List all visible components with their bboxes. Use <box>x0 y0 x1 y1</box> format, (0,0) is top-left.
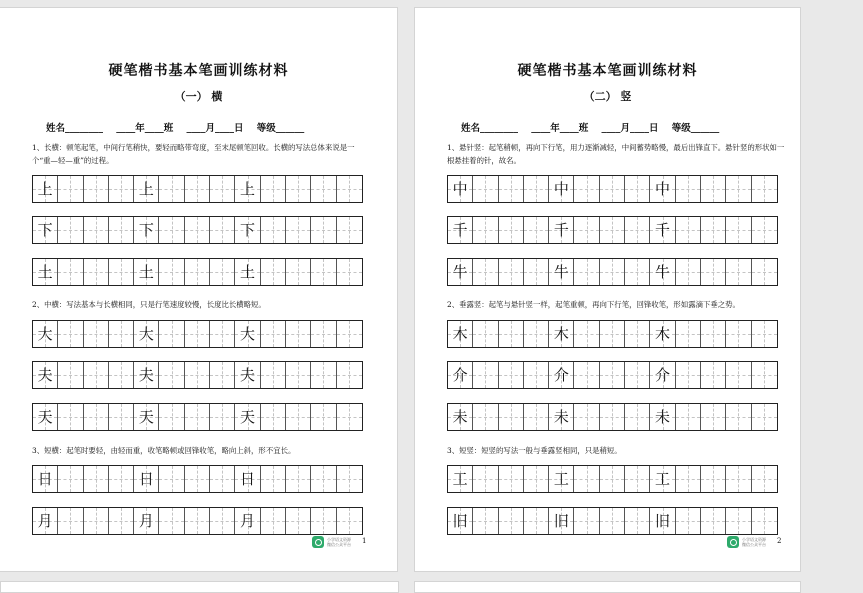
practice-character-text: 天 <box>240 408 256 426</box>
tian-grid-cell <box>524 176 549 202</box>
practice-character-text: 夫 <box>37 366 53 384</box>
tian-grid-cell <box>286 508 311 534</box>
tian-grid-cell <box>185 321 210 347</box>
tian-grid-cell <box>726 466 751 492</box>
practice-character-text: 天 <box>37 408 53 426</box>
tian-grid-cell <box>261 259 286 285</box>
practice-grid-row <box>32 175 363 203</box>
next-page-edge-left <box>0 581 399 593</box>
practice-character-text: 工 <box>655 470 671 488</box>
practice-grid-row <box>32 361 363 389</box>
practice-character <box>235 217 260 243</box>
tian-grid-cell <box>159 362 184 388</box>
practice-character <box>650 466 675 492</box>
tian-grid-cell <box>311 321 336 347</box>
practice-character-text: 未 <box>452 408 468 426</box>
practice-character-text: 中 <box>553 180 569 198</box>
tian-grid-cell <box>210 259 235 285</box>
tian-grid-cell <box>261 466 286 492</box>
tian-grid-cell <box>261 176 286 202</box>
next-page-edge-right <box>414 581 801 593</box>
tian-grid-cell <box>701 321 726 347</box>
page-number: 2 <box>777 537 782 545</box>
practice-character <box>448 362 473 388</box>
tian-grid-cell <box>600 259 625 285</box>
tian-grid-cell <box>752 508 777 534</box>
practice-character <box>549 404 574 430</box>
practice-character-text: 月 <box>37 512 53 530</box>
practice-character-text: 上 <box>240 180 256 198</box>
tian-grid-cell <box>261 508 286 534</box>
tian-grid-cell <box>625 217 650 243</box>
stroke-instruction: 1、长横：顿笔起笔，中间行笔稍快，要轻而略带弯度，至末尾顿笔回收。长横的写法总体来说是一个“重—轻—重”的过程。 <box>32 143 355 165</box>
practice-character <box>650 217 675 243</box>
tian-grid-cell <box>337 508 362 534</box>
tian-grid-cell <box>499 217 524 243</box>
practice-grid-row <box>32 216 363 244</box>
practice-character <box>33 362 58 388</box>
tian-grid-cell <box>726 508 751 534</box>
tian-grid-cell <box>524 362 549 388</box>
tian-grid-cell <box>499 176 524 202</box>
tian-grid-cell <box>210 362 235 388</box>
practice-character <box>134 176 159 202</box>
logo-icon <box>727 536 739 548</box>
tian-grid-cell <box>159 217 184 243</box>
practice-character-text: 中 <box>452 180 468 198</box>
practice-character-text: 土 <box>37 263 53 281</box>
document-subtitle: （二） 竖 <box>583 90 632 103</box>
tian-grid-cell <box>701 508 726 534</box>
practice-character-text: 月 <box>240 512 256 530</box>
practice-character <box>235 466 260 492</box>
practice-character <box>134 259 159 285</box>
student-info-line: 姓名________ ____年____班 ____月____日 等级______ <box>46 123 305 134</box>
practice-character-text: 月 <box>138 512 154 530</box>
practice-character <box>134 321 159 347</box>
practice-character <box>448 217 473 243</box>
practice-character-text: 旧 <box>553 512 569 530</box>
tian-grid-cell <box>286 321 311 347</box>
tian-grid-cell <box>185 217 210 243</box>
tian-grid-cell <box>210 321 235 347</box>
tian-grid-cell <box>473 217 498 243</box>
tian-grid-cell <box>286 362 311 388</box>
document-title: 硬笔楷书基本笔画训练材料 <box>108 63 289 79</box>
tian-grid-cell <box>600 176 625 202</box>
practice-grid-row <box>32 507 363 535</box>
practice-character-text: 介 <box>553 366 569 384</box>
tian-grid-cell <box>473 404 498 430</box>
tian-grid-cell <box>752 404 777 430</box>
practice-character <box>235 259 260 285</box>
tian-grid-cell <box>185 259 210 285</box>
tian-grid-cell <box>574 321 599 347</box>
tian-grid-cell <box>109 176 134 202</box>
tian-grid-cell <box>524 508 549 534</box>
tian-grid-cell <box>210 404 235 430</box>
practice-character <box>549 508 574 534</box>
practice-character <box>33 176 58 202</box>
tian-grid-cell <box>84 259 109 285</box>
tian-grid-cell <box>752 362 777 388</box>
tian-grid-cell <box>625 321 650 347</box>
practice-character <box>650 404 675 430</box>
tian-grid-cell <box>600 217 625 243</box>
tian-grid-cell <box>286 404 311 430</box>
tian-grid-cell <box>311 466 336 492</box>
tian-grid-cell <box>337 259 362 285</box>
practice-character <box>235 362 260 388</box>
practice-character-text: 牛 <box>655 263 671 281</box>
tian-grid-cell <box>311 362 336 388</box>
tian-grid-cell <box>625 362 650 388</box>
tian-grid-cell <box>337 321 362 347</box>
tian-grid-cell <box>752 466 777 492</box>
tian-grid-cell <box>210 217 235 243</box>
practice-character-text: 木 <box>655 325 671 343</box>
page-number: 1 <box>362 537 367 545</box>
tian-grid-cell <box>574 466 599 492</box>
practice-character-text: 旧 <box>655 512 671 530</box>
tian-grid-cell <box>701 217 726 243</box>
practice-character-text: 牛 <box>553 263 569 281</box>
practice-grid-row <box>447 507 778 535</box>
practice-character <box>33 321 58 347</box>
practice-character-text: 日 <box>37 470 53 488</box>
practice-character <box>549 217 574 243</box>
tian-grid-cell <box>625 259 650 285</box>
tian-grid-cell <box>311 176 336 202</box>
practice-character <box>549 259 574 285</box>
tian-grid-cell <box>752 321 777 347</box>
practice-character-text: 土 <box>138 263 154 281</box>
logo-icon <box>312 536 324 548</box>
practice-character-text: 下 <box>240 221 256 239</box>
tian-grid-cell <box>524 404 549 430</box>
practice-character <box>33 466 58 492</box>
practice-grid-row <box>32 320 363 348</box>
tian-grid-cell <box>574 508 599 534</box>
tian-grid-cell <box>311 259 336 285</box>
tian-grid-cell <box>210 176 235 202</box>
tian-grid-cell <box>574 259 599 285</box>
tian-grid-cell <box>84 466 109 492</box>
tian-grid-cell <box>574 362 599 388</box>
practice-character <box>33 404 58 430</box>
practice-character-text: 夫 <box>240 366 256 384</box>
tian-grid-cell <box>286 259 311 285</box>
practice-character-text: 日 <box>240 470 256 488</box>
practice-character-text: 土 <box>240 263 256 281</box>
tian-grid-cell <box>752 176 777 202</box>
student-info-line: 姓名________ ____年____班 ____月____日 等级______ <box>461 123 720 134</box>
tian-grid-cell <box>159 508 184 534</box>
tian-grid-cell <box>625 404 650 430</box>
tian-grid-cell <box>625 508 650 534</box>
practice-character-text: 下 <box>37 221 53 239</box>
tian-grid-cell <box>676 466 701 492</box>
tian-grid-cell <box>58 217 83 243</box>
tian-grid-cell <box>473 466 498 492</box>
tian-grid-cell <box>109 321 134 347</box>
tian-grid-cell <box>726 217 751 243</box>
practice-character-text: 上 <box>138 180 154 198</box>
tian-grid-cell <box>752 259 777 285</box>
practice-character-text: 大 <box>240 325 256 343</box>
practice-character <box>448 321 473 347</box>
practice-character <box>448 508 473 534</box>
practice-character <box>134 217 159 243</box>
tian-grid-cell <box>261 217 286 243</box>
tian-grid-cell <box>726 259 751 285</box>
document-page-1 <box>0 7 398 572</box>
practice-character <box>235 321 260 347</box>
tian-grid-cell <box>574 217 599 243</box>
practice-character-text: 工 <box>452 470 468 488</box>
tian-grid-cell <box>261 404 286 430</box>
tian-grid-cell <box>676 404 701 430</box>
practice-character-text: 旧 <box>452 512 468 530</box>
tian-grid-cell <box>311 404 336 430</box>
practice-character <box>448 176 473 202</box>
practice-character <box>650 321 675 347</box>
tian-grid-cell <box>286 466 311 492</box>
tian-grid-cell <box>726 362 751 388</box>
tian-grid-cell <box>600 508 625 534</box>
practice-character <box>650 176 675 202</box>
practice-character-text: 未 <box>553 408 569 426</box>
document-title: 硬笔楷书基本笔画训练材料 <box>517 63 698 79</box>
tian-grid-cell <box>473 176 498 202</box>
practice-grid-row <box>447 175 778 203</box>
practice-grid-row <box>447 216 778 244</box>
tian-grid-cell <box>499 466 524 492</box>
tian-grid-cell <box>473 362 498 388</box>
tian-grid-cell <box>701 466 726 492</box>
practice-character <box>33 259 58 285</box>
practice-character-text: 介 <box>655 366 671 384</box>
practice-grid-row <box>447 320 778 348</box>
practice-grid-row <box>447 361 778 389</box>
tian-grid-cell <box>84 362 109 388</box>
practice-grid-row <box>447 465 778 493</box>
tian-grid-cell <box>58 362 83 388</box>
tian-grid-cell <box>109 466 134 492</box>
tian-grid-cell <box>726 321 751 347</box>
tian-grid-cell <box>185 176 210 202</box>
tian-grid-cell <box>701 404 726 430</box>
tian-grid-cell <box>574 176 599 202</box>
tian-grid-cell <box>676 176 701 202</box>
viewer-background <box>815 0 863 588</box>
tian-grid-cell <box>499 321 524 347</box>
tian-grid-cell <box>58 176 83 202</box>
tian-grid-cell <box>58 321 83 347</box>
tian-grid-cell <box>109 404 134 430</box>
practice-grid-row <box>32 465 363 493</box>
practice-character-text: 上 <box>37 180 53 198</box>
tian-grid-cell <box>185 466 210 492</box>
tian-grid-cell <box>337 217 362 243</box>
tian-grid-cell <box>84 404 109 430</box>
tian-grid-cell <box>84 217 109 243</box>
stroke-instruction: 1、悬针竖：起笔稍顿，再向下行笔，用力逐渐减轻，中间蓄势略慢，最后出锋直下。悬针竖的形状如一根悬挂着的针，故名。 <box>447 143 785 165</box>
tian-grid-cell <box>676 217 701 243</box>
stroke-instruction: 2、中横：写法基本与长横相同，只是行笔速度较慢，长度比长横略短。 <box>32 300 266 309</box>
practice-character <box>448 466 473 492</box>
tian-grid-cell <box>159 176 184 202</box>
tian-grid-cell <box>600 321 625 347</box>
tian-grid-cell <box>109 217 134 243</box>
practice-character <box>33 508 58 534</box>
practice-character <box>549 466 574 492</box>
tian-grid-cell <box>58 508 83 534</box>
tian-grid-cell <box>159 259 184 285</box>
tian-grid-cell <box>159 466 184 492</box>
practice-character-text: 木 <box>452 325 468 343</box>
tian-grid-cell <box>625 466 650 492</box>
tian-grid-cell <box>676 321 701 347</box>
practice-character <box>650 259 675 285</box>
tian-grid-cell <box>58 259 83 285</box>
practice-character <box>650 362 675 388</box>
tian-grid-cell <box>473 259 498 285</box>
stroke-instruction: 3、短竖：短竖的写法一般与垂露竖相同，只是稍短。 <box>447 446 622 455</box>
tian-grid-cell <box>185 404 210 430</box>
practice-grid-row <box>447 403 778 431</box>
practice-character <box>549 176 574 202</box>
practice-character-text: 大 <box>138 325 154 343</box>
practice-character <box>134 362 159 388</box>
document-subtitle: （一） 横 <box>174 90 223 103</box>
tian-grid-cell <box>58 404 83 430</box>
practice-character-text: 天 <box>138 408 154 426</box>
tian-grid-cell <box>159 321 184 347</box>
tian-grid-cell <box>109 259 134 285</box>
tian-grid-cell <box>524 217 549 243</box>
tian-grid-cell <box>261 362 286 388</box>
tian-grid-cell <box>726 176 751 202</box>
practice-character <box>650 508 675 534</box>
tian-grid-cell <box>600 362 625 388</box>
tian-grid-cell <box>473 321 498 347</box>
practice-character-text: 日 <box>138 470 154 488</box>
practice-character-text: 千 <box>553 221 569 239</box>
practice-character-text: 夫 <box>138 366 154 384</box>
tian-grid-cell <box>210 466 235 492</box>
practice-character-text: 未 <box>655 408 671 426</box>
tian-grid-cell <box>109 362 134 388</box>
tian-grid-cell <box>109 508 134 534</box>
tian-grid-cell <box>574 404 599 430</box>
practice-character <box>448 404 473 430</box>
tian-grid-cell <box>337 362 362 388</box>
tian-grid-cell <box>337 466 362 492</box>
tian-grid-cell <box>337 176 362 202</box>
practice-character-text: 大 <box>37 325 53 343</box>
stroke-instruction: 2、垂露竖：起笔与悬针竖一样，起笔重顿，再向下行笔，回锋收笔，形如露滴下垂之势。 <box>447 300 740 309</box>
tian-grid-cell <box>499 259 524 285</box>
tian-grid-cell <box>286 217 311 243</box>
tian-grid-cell <box>473 508 498 534</box>
tian-grid-cell <box>286 176 311 202</box>
tian-grid-cell <box>524 321 549 347</box>
tian-grid-cell <box>600 466 625 492</box>
practice-character <box>235 508 260 534</box>
tian-grid-cell <box>676 508 701 534</box>
practice-character <box>134 404 159 430</box>
tian-grid-cell <box>701 259 726 285</box>
practice-character-text: 下 <box>138 221 154 239</box>
tian-grid-cell <box>676 259 701 285</box>
tian-grid-cell <box>726 404 751 430</box>
practice-character <box>33 217 58 243</box>
practice-character-text: 千 <box>655 221 671 239</box>
tian-grid-cell <box>524 259 549 285</box>
practice-character-text: 千 <box>452 221 468 239</box>
practice-character <box>549 362 574 388</box>
tian-grid-cell <box>499 404 524 430</box>
publisher-logo <box>727 532 775 552</box>
tian-grid-cell <box>701 362 726 388</box>
tian-grid-cell <box>185 508 210 534</box>
tian-grid-cell <box>185 362 210 388</box>
tian-grid-cell <box>261 321 286 347</box>
practice-character-text: 介 <box>452 366 468 384</box>
practice-grid-row <box>32 258 363 286</box>
tian-grid-cell <box>499 508 524 534</box>
practice-character <box>134 508 159 534</box>
tian-grid-cell <box>752 217 777 243</box>
practice-grid-row <box>447 258 778 286</box>
practice-character-text: 中 <box>655 180 671 198</box>
logo-text: 小学语文资源 微信公众平台 <box>742 537 766 547</box>
document-page-2 <box>414 7 801 572</box>
tian-grid-cell <box>84 508 109 534</box>
tian-grid-cell <box>311 508 336 534</box>
tian-grid-cell <box>625 176 650 202</box>
tian-grid-cell <box>84 176 109 202</box>
practice-character <box>134 466 159 492</box>
tian-grid-cell <box>676 362 701 388</box>
tian-grid-cell <box>84 321 109 347</box>
practice-character <box>549 321 574 347</box>
tian-grid-cell <box>311 217 336 243</box>
logo-text: 小学语文资源 微信公众平台 <box>327 537 351 547</box>
tian-grid-cell <box>159 404 184 430</box>
practice-character-text: 工 <box>553 470 569 488</box>
tian-grid-cell <box>524 466 549 492</box>
practice-grid-row <box>32 403 363 431</box>
stroke-instruction: 3、短横：起笔时要轻，由轻而重，收笔略顿或回锋收笔，略向上斜，形不宜长。 <box>32 446 296 455</box>
tian-grid-cell <box>499 362 524 388</box>
tian-grid-cell <box>701 176 726 202</box>
tian-grid-cell <box>210 508 235 534</box>
practice-character <box>448 259 473 285</box>
publisher-logo <box>312 532 360 552</box>
practice-character-text: 木 <box>553 325 569 343</box>
practice-character <box>235 176 260 202</box>
practice-character-text: 牛 <box>452 263 468 281</box>
practice-character <box>235 404 260 430</box>
tian-grid-cell <box>58 466 83 492</box>
tian-grid-cell <box>600 404 625 430</box>
tian-grid-cell <box>337 404 362 430</box>
